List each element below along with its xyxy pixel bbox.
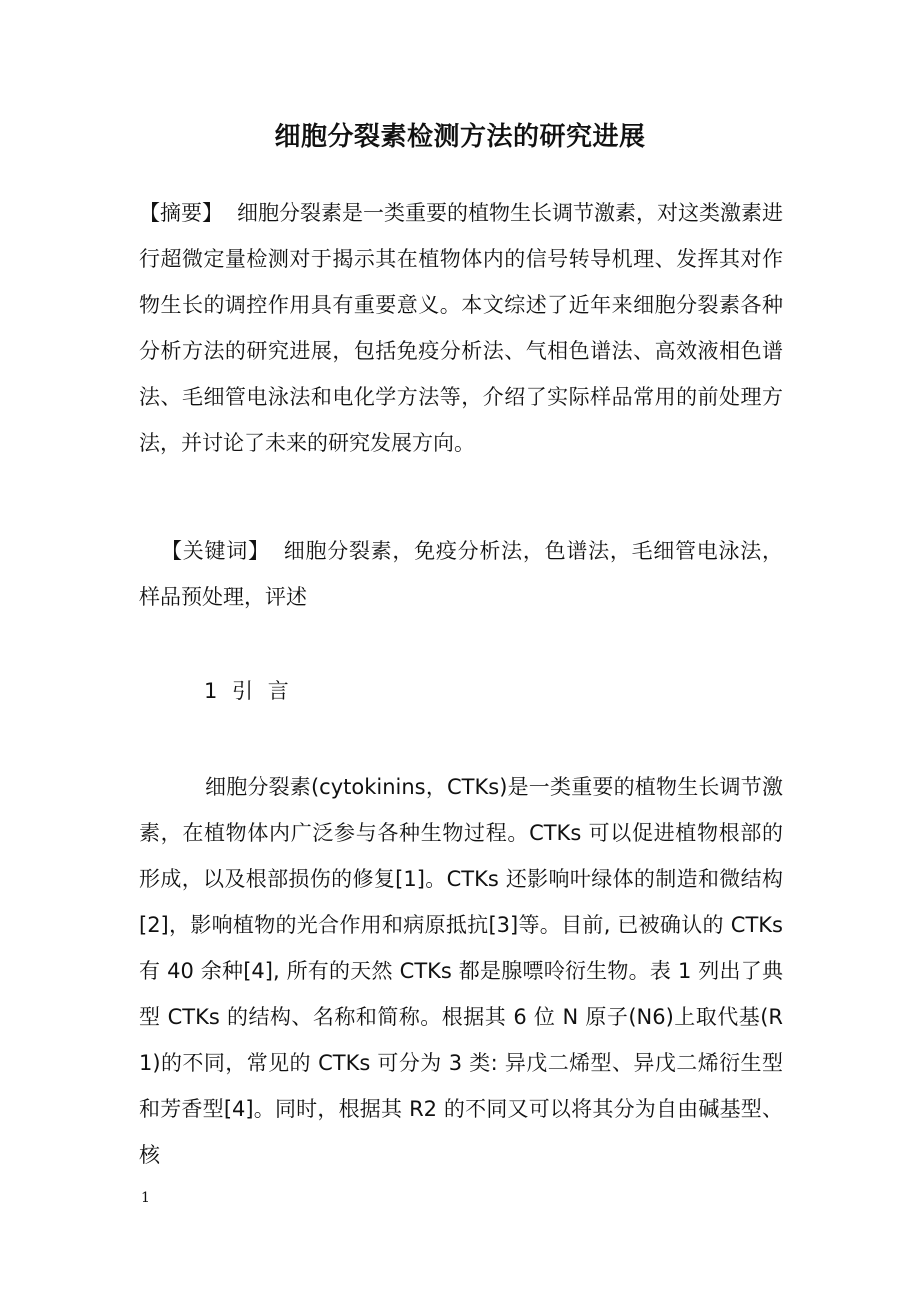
keywords-paragraph (139, 528, 783, 620)
page-title: 细胞分裂素检测方法的研究进展 (274, 122, 646, 152)
page-number: 1 (141, 1190, 150, 1206)
section-heading: 1 引 言 (204, 679, 293, 703)
keywords-label: 【关键词】 (161, 539, 270, 563)
abstract-text: 细胞分裂素是一类重要的植物生长调节激素，对这类激素进行超微定量检测对于揭示其在植物体内的信号转导机理、发挥其对作物生长的调控作用具有重要意义。本文综述了近年来细胞分裂素各种分析方法的研究进展，包括免疫分析法、气相色谱法、高效液相色谱法、毛细管电泳法和电化学方法等，介绍了实际样品常用的前处理方法，并讨论了未来的研究发展方向。 (139, 201, 783, 455)
intro-paragraph: 细胞分裂素(cytokinins，CTKs)是一类重要的植物生长调节激素，在植物体内广泛参与各种生物过程。CTKs 可以促进植物根部的形成，以及根部损伤的修复[1]。CTKs 还影响叶绿体的制造和微结构[2]，影响植物的光合作用和病原抵抗[3]等。目前, 已被确认的 CTKs 有 40 余种[4], 所有的天然 CTKs 都是腺嘌呤衍生物。表 1 列出了典型 CTKs 的结构、名称和简称。根据其 6 位 N 原子(N6)上取代基(R1)的不同，常见的 CTKs 可分为 3 类: 异戊二烯型、异戊二烯衍生型和芳香型[4]。同时，根据其 R2 的不同又可以将其分为自由碱基型、核 (139, 775, 783, 1167)
abstract-label: 【摘要】 (139, 201, 223, 225)
abstract-paragraph (139, 190, 783, 466)
keywords-text: 细胞分裂素，免疫分析法，色谱法，毛细管电泳法，样品预处理，评述 (139, 539, 784, 609)
